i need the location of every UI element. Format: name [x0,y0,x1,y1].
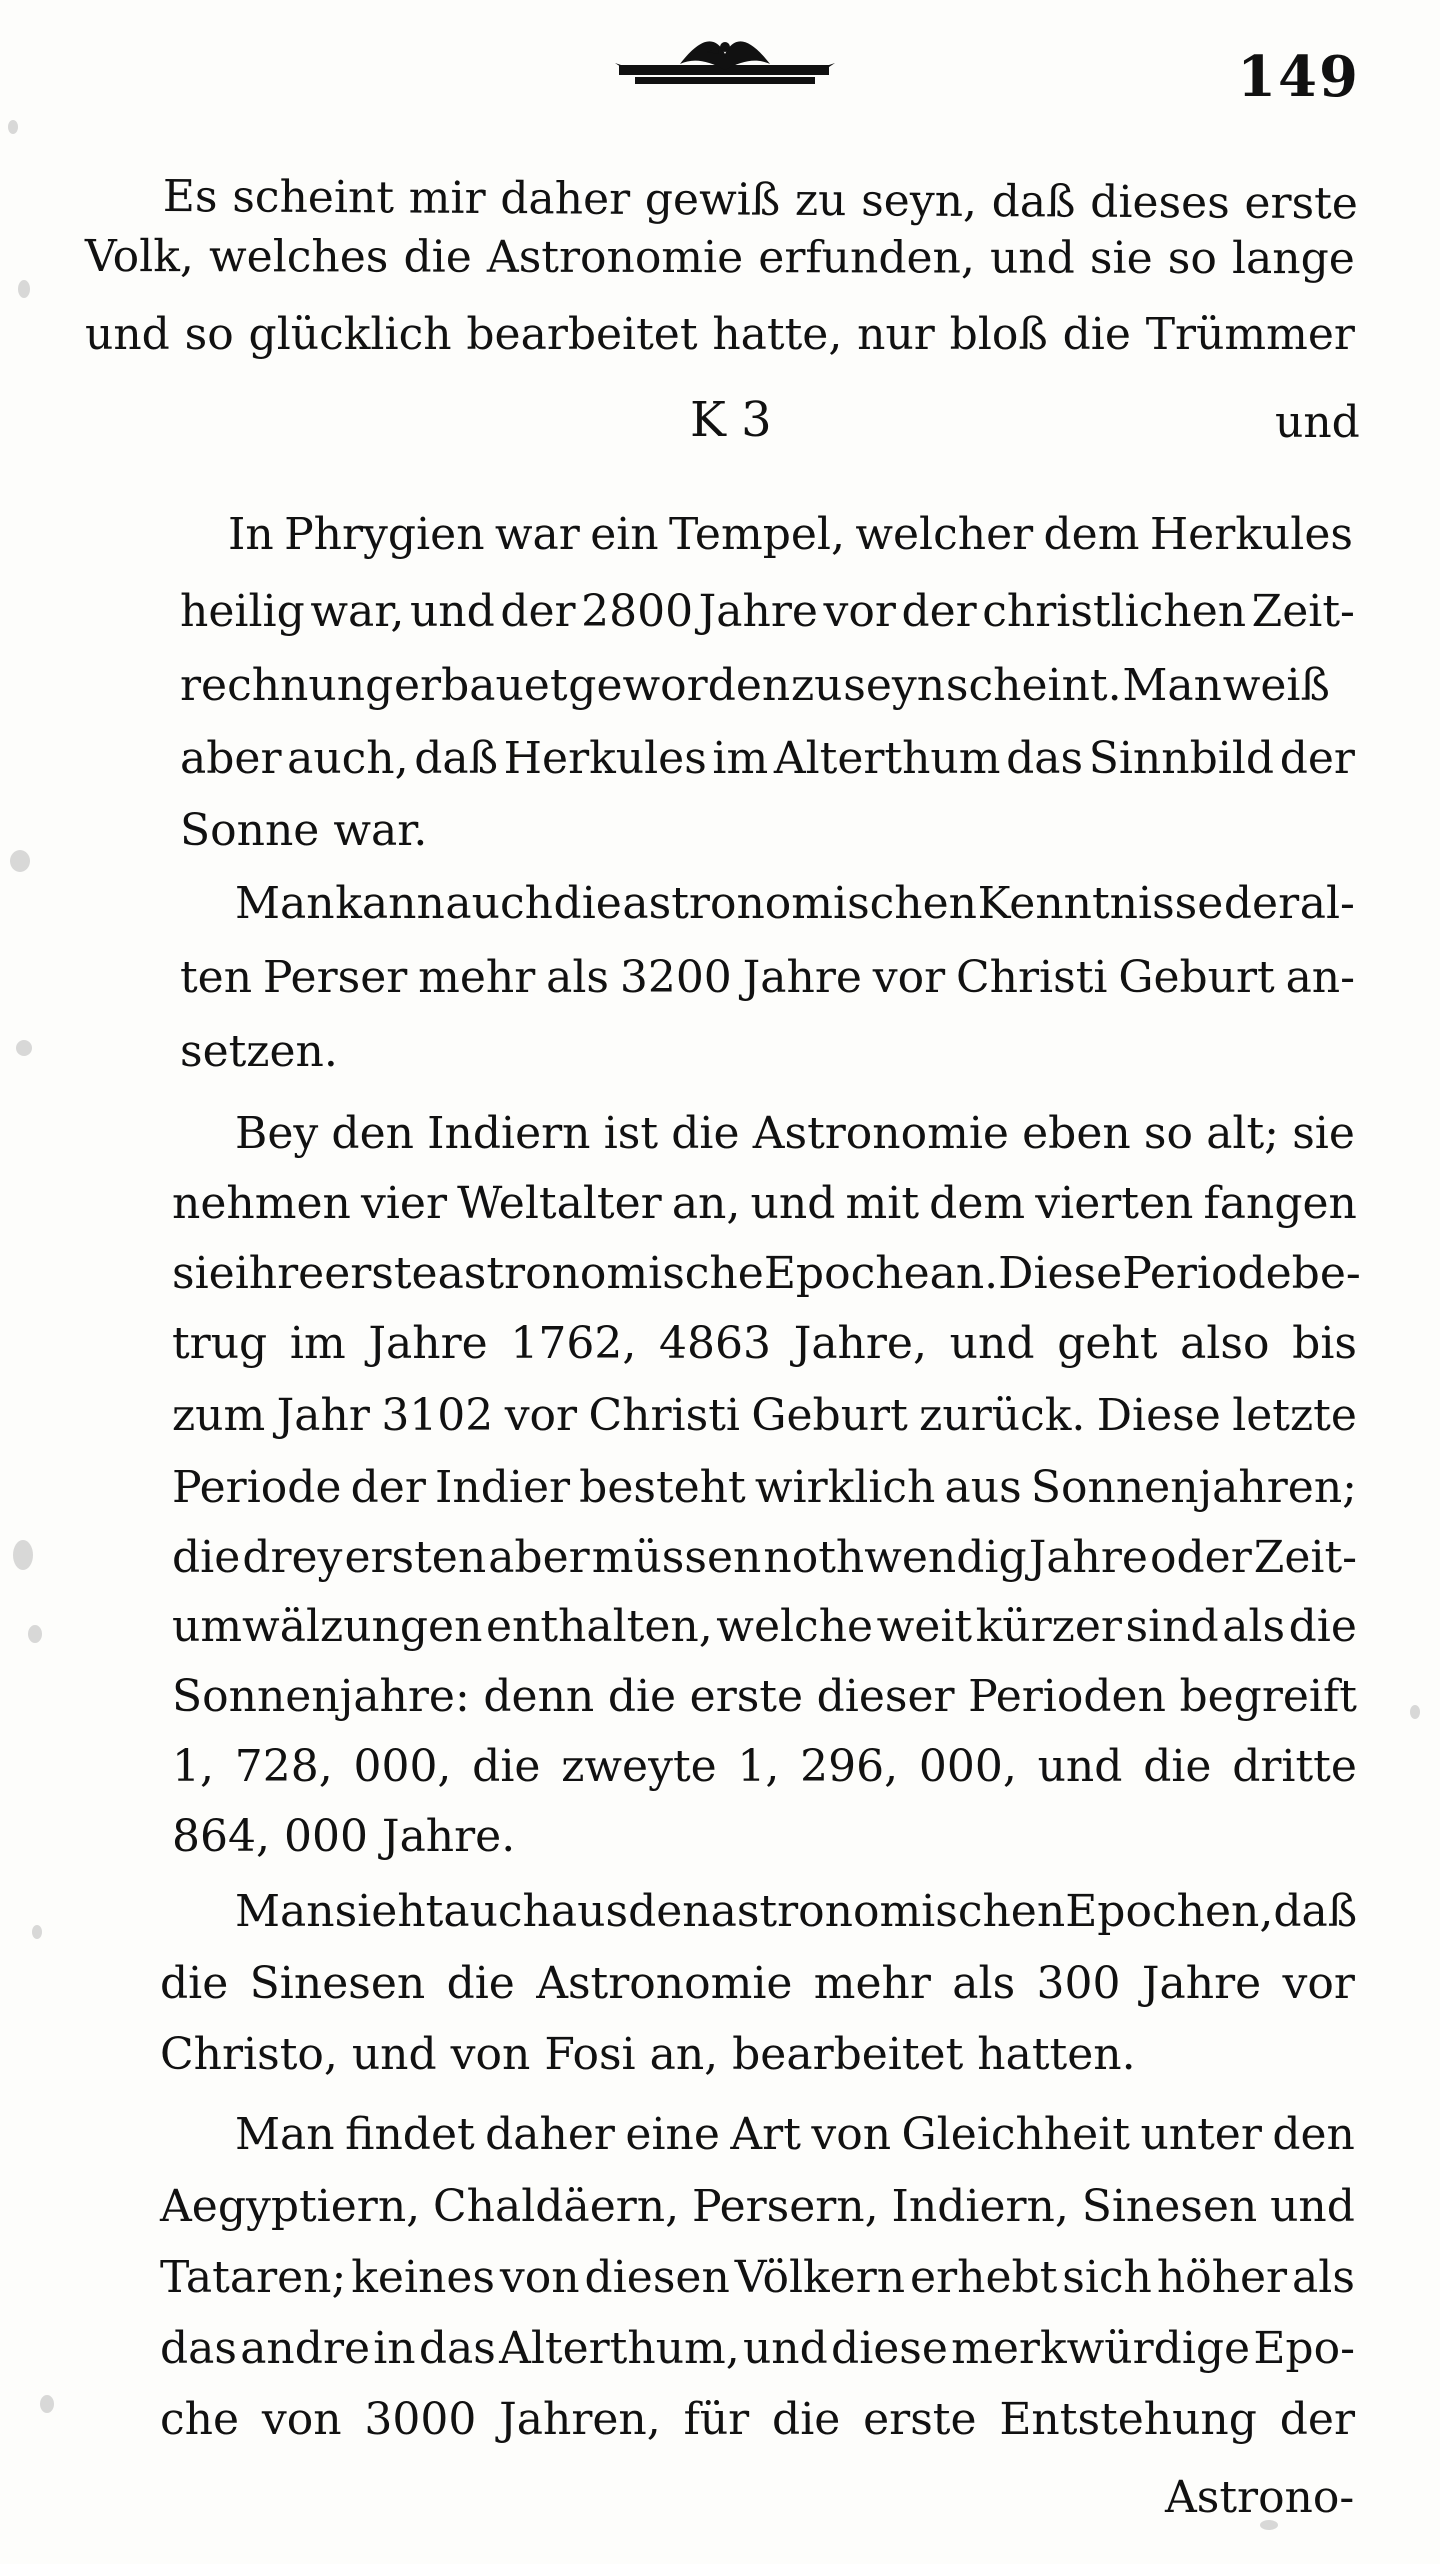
word: von [499,2252,580,2303]
text-line [228,509,1353,560]
word: 1762, [510,1318,637,1369]
word: Alterthum, [499,2323,740,2374]
word: glücklich [248,309,452,360]
word: vor [872,952,946,1003]
paper-speck [32,1925,42,1939]
word: Jahre [368,1318,488,1369]
word: mir [408,172,486,224]
word: andre [240,2323,371,2374]
word: daher [485,2109,615,2160]
word: Jahren, [499,2394,661,2445]
word: im [712,733,769,784]
word: Persern, [691,2181,879,2232]
word: dem [1043,509,1140,560]
word: müssen [591,1532,762,1583]
text-line [172,1671,1357,1722]
word: den [1272,2109,1355,2160]
word: als [546,952,609,1003]
word: Perioden [968,1671,1166,1722]
word: Herkules [1149,509,1353,560]
word: kann [335,878,445,929]
word: dritte [1232,1741,1357,1792]
word: die [403,231,472,283]
word: al- [1299,878,1355,929]
word: Jahre [1141,1958,1262,2009]
text-line [235,2109,1355,2160]
word: weiß [1222,660,1330,711]
text-line: Christo, und von Fosi an, bearbeitet hatten. [160,2029,1136,2080]
word: erste [689,1671,804,1722]
word: dieses [1090,176,1230,229]
word: Kenntnisse [977,878,1224,929]
word: dem [929,1178,1026,1229]
word: die [1143,1741,1212,1792]
word: Bey [235,1108,319,1159]
word: Chaldäern, [433,2181,680,2232]
word: die [1062,309,1131,360]
word: 728, [234,1741,333,1792]
catchword: und [1275,397,1360,448]
word: als [1292,2252,1355,2303]
word: eine [625,2109,720,2160]
word: ten [180,952,253,1003]
text-line: setzen. [180,1026,338,1077]
word: und [1037,1741,1123,1792]
word: und [949,1318,1035,1369]
word: die [172,1532,241,1583]
word: unter [1140,2109,1262,2160]
word: Indiern, [891,2181,1069,2232]
word: das [1006,733,1084,784]
word: die [772,2394,841,2445]
word: und [742,2323,828,2374]
text-line: Sonne war. [180,805,428,856]
paper-speck [1410,1705,1420,1719]
word: der [1279,733,1355,784]
text-line [160,2323,1355,2374]
word: ist [603,1108,659,1159]
word: Epochen, [1065,1886,1274,1937]
word: im [289,1318,346,1369]
word: Jahre [698,586,818,637]
word: astronomischen [710,1886,1066,1937]
word: die [160,1958,229,2009]
word: welcher [855,509,1034,560]
word: zurück. [919,1390,1086,1441]
word: der [1279,2394,1355,2445]
word: auch [443,1886,551,1937]
catchword: Astrono- [1165,2472,1355,2523]
word: 296, [800,1741,899,1792]
word: Man [1122,660,1222,711]
word: war, [310,586,405,637]
text-line [180,586,1355,637]
word: daß [991,176,1076,228]
word: so [1167,232,1217,284]
word: Christi [956,952,1108,1003]
word: Art [730,2109,801,2160]
word: 3200 [619,952,732,1003]
word: astronomischen [622,878,977,929]
word: Jahre, [793,1318,927,1369]
word: erste [863,2394,977,2445]
text-line [172,1601,1357,1652]
paper-speck [18,280,30,298]
word: vierten [1035,1178,1194,1229]
word: oder [1150,1532,1252,1583]
word: so [1143,1108,1193,1159]
word: geworden [568,660,791,711]
word: an- [1285,952,1355,1003]
word: gewiß [644,173,781,226]
word: den [628,1886,711,1937]
word: von [811,2109,892,2160]
paper-speck [28,1625,42,1643]
word: mehr [813,1958,931,2009]
word: merkwürdige [951,2323,1251,2374]
word: welches [208,231,389,283]
word: eben [1022,1108,1131,1159]
word: seyn, [861,175,978,227]
word: fangen [1203,1178,1357,1229]
word: auch [445,878,553,929]
word: vier [360,1178,447,1229]
word: Man [235,878,335,929]
word: ein [590,509,659,560]
word: wirklich [754,1462,936,1513]
word: an. [929,1248,999,1299]
word: und [989,232,1075,284]
word: Man [235,2109,335,2160]
word: Perser [262,952,408,1003]
word: 4863 [659,1318,771,1369]
word: die [671,1108,740,1159]
word: auch, [287,733,409,784]
text-line [235,1886,1358,1937]
word: ihre [234,1248,325,1299]
word: trug [172,1318,268,1369]
word: Jahr [276,1390,370,1441]
word: als [952,1958,1016,2009]
word: an, [671,1178,741,1229]
word: in [373,2323,416,2374]
word: che [160,2394,240,2445]
word: die [553,878,622,929]
word: die [446,1958,515,2009]
word: Es [162,171,218,223]
word: Alterthum [773,733,1001,784]
word: 300 [1036,1958,1121,2009]
word: aber [180,733,282,784]
word: alt; [1206,1108,1279,1159]
word: das [160,2323,237,2374]
word: be- [1291,1248,1361,1299]
word: zu [791,660,843,711]
word: kürzer [975,1601,1122,1652]
text-line [172,1178,1357,1229]
word: Sinesen [1081,2181,1258,2232]
word: aber [488,1532,590,1583]
word: dieser [816,1671,955,1722]
word: heilig [180,586,305,637]
word: Epoche [763,1248,930,1299]
word: vor [1282,1958,1355,2009]
word: sind [1125,1601,1219,1652]
word: sie [1089,232,1153,284]
word: Tataren; [160,2252,347,2303]
word: denn [483,1671,595,1722]
word: zum [172,1390,266,1441]
word: die [472,1741,541,1792]
word: nehmen [172,1178,351,1229]
word: Volk, [84,231,194,283]
text-line [172,1390,1357,1441]
text-line [160,1958,1355,2009]
signature-mark: K 3 [690,392,772,448]
word: aus [550,1886,629,1937]
word: sie [1292,1108,1355,1159]
word: für [683,2394,750,2445]
word: mit [845,1178,920,1229]
word: findet [345,2109,475,2160]
text-line [235,1108,1355,1159]
text-line [172,1741,1357,1792]
word: erfunden, [758,232,975,284]
word: Sinesen [249,1958,426,2009]
word: daß [1273,1886,1358,1937]
word: scheint [232,171,395,224]
word: Indier [435,1462,571,1513]
text-line [162,171,1359,230]
text-line: 864, 000 Jahre. [172,1811,516,1862]
word: erste [324,1248,438,1299]
word: hatte, [712,309,843,360]
word: welche [716,1601,874,1652]
word: keines [351,2252,495,2303]
word: aus [944,1462,1022,1513]
word: 1, [737,1741,780,1792]
word: vor [504,1390,578,1441]
word: drey [242,1532,343,1583]
word: 1, [172,1741,214,1792]
word: Weltalter [457,1178,662,1229]
word: war [494,509,580,560]
word: Christi [588,1390,740,1441]
word: zu [794,174,847,227]
word: Jahre [1028,1532,1148,1583]
word: Periode [172,1462,342,1513]
word: enthalten, [485,1601,713,1652]
word: vor [823,586,896,637]
word: Astronomie [536,1958,793,2009]
word: 3102 [381,1390,494,1441]
text-line [172,1318,1357,1369]
text-line [235,878,1355,929]
paper-speck [40,2395,54,2413]
word: 000, [918,1741,1017,1792]
word: und [750,1178,836,1229]
word: christlichen [982,586,1247,637]
word: nothwendig [763,1532,1027,1583]
word: Gleichheit [901,2109,1130,2160]
word: höher [1156,2252,1288,2303]
word: Entstehung [999,2394,1257,2445]
word: Sonnenjahren; [1030,1462,1357,1513]
word: 3000 [364,2394,477,2445]
word: Indiern [427,1108,591,1159]
word: astronomische [437,1248,764,1299]
word: bis [1292,1318,1357,1369]
word: erste [1244,177,1359,230]
word: bloß [949,309,1048,360]
word: geht [1057,1318,1158,1369]
word: die [607,1671,677,1722]
word: In [228,509,274,560]
word: Diese [1096,1390,1221,1441]
word: und [1270,2181,1355,2232]
word: Tempel, [669,509,845,560]
word: seyn [843,660,946,711]
word: bearbeitet [466,309,698,360]
word: Trümmer [1145,309,1355,360]
text-line [180,733,1355,784]
text-line [172,1462,1357,1513]
word: Jahre [742,952,862,1003]
word: sieht [334,1886,444,1937]
paper-speck [10,850,30,872]
word: Sonnenjahre: [172,1671,470,1722]
word: so [184,309,234,360]
word: scheint. [945,660,1122,711]
word: Epo- [1253,2323,1355,2374]
word: daß [414,733,499,784]
text-line [172,1248,1361,1299]
word: diesen [584,2252,730,2303]
page-number: 149 [1237,44,1360,110]
text-line [85,309,1355,360]
word: und [409,586,495,637]
word: die [1288,1601,1357,1652]
word: Periode [1122,1248,1292,1299]
text-line [160,2252,1355,2303]
word: Zeit- [1253,1532,1357,1583]
word: Sinnbild [1088,733,1275,784]
word: rechnung [180,660,394,711]
word: sie [172,1248,235,1299]
word: 000, [353,1741,452,1792]
text-line [172,1532,1357,1583]
word: umwälzungen [172,1601,483,1652]
word: erbauet [394,660,568,711]
text-line [160,2394,1355,2445]
word: lange [1231,233,1355,285]
word: Astronomie [752,1108,1009,1159]
word: daher [500,173,631,225]
text-line [160,2181,1355,2232]
word: Geburt [751,1390,908,1441]
word: der [1223,878,1300,929]
word: von [261,2394,342,2445]
word: diese [831,2323,948,2374]
word: den [331,1108,414,1159]
word: der [500,586,576,637]
word: Zeit- [1251,586,1355,637]
word: Astronomie [486,231,744,284]
eagle-ornament-icon [615,30,835,90]
text-line [180,952,1355,1003]
word: sich [1062,2252,1152,2303]
word: Völkern [734,2252,906,2303]
word: der [350,1462,426,1513]
word: mehr [418,952,536,1003]
word: Geburt [1118,952,1275,1003]
word: Phrygien [284,509,485,560]
word: das [418,2323,496,2374]
word: und [85,309,170,360]
word: weit [876,1601,973,1652]
word: besteht [579,1462,746,1513]
word: Aegyptiern, [160,2181,421,2232]
text-line [84,231,1355,285]
word: letzte [1232,1390,1357,1441]
word: der [901,586,977,637]
word: Diese [998,1248,1123,1299]
word: Man [235,1886,335,1937]
word: begreift [1179,1671,1357,1722]
paper-speck [16,1040,32,1056]
paper-speck [8,120,18,134]
word: also [1180,1318,1270,1369]
word: ersten [344,1532,487,1583]
word: nur [857,309,935,360]
word: zweyte [561,1741,717,1792]
word: Herkules [503,733,707,784]
word: als [1222,1601,1286,1652]
text-line [180,660,1330,711]
word: 2800 [581,586,694,637]
paper-speck [13,1540,33,1570]
word: erhebt [910,2252,1058,2303]
